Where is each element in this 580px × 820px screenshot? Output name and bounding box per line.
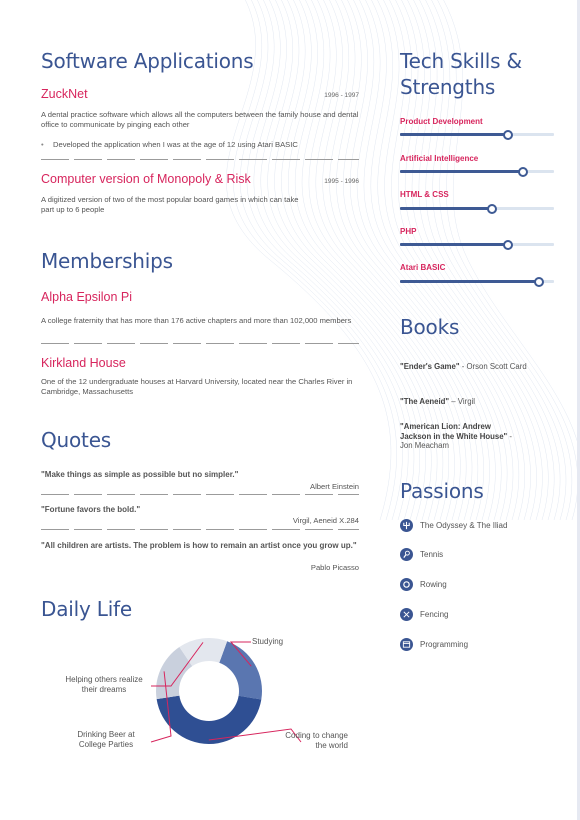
rowing-icon [400,578,413,591]
passion-label: Rowing [420,579,447,589]
skill-fill [400,133,508,136]
book-title: "Ender's Game" [400,362,460,371]
donut-slice-coding [157,696,262,744]
quotes-heading: Quotes [41,428,112,452]
label-drinking: Drinking Beer at College Parties [77,730,135,749]
quote-text: "Fortune favors the bold." [41,505,141,514]
quote-author: Albert Einstein [310,482,359,491]
skill-label: Product Development [400,117,483,126]
entry-bullet-zucknet: • Developed the application when I was at the age of 12 using Atari BASIC [41,140,298,149]
skill-knob[interactable] [503,240,513,250]
passion-item [400,577,447,591]
passion-item [400,547,443,561]
entry-title-aepi: Alpha Epsilon Pi [41,290,133,304]
entry-date-monopoly: 1995 - 1996 [324,178,359,185]
quote-author: Virgil, Aeneid X.284 [292,516,359,525]
book-title: "The Aeneid" [400,397,450,406]
label-studying: Studying [252,637,284,646]
skill-fill [400,280,539,283]
entry-title-kirkland: Kirkland House [41,356,126,370]
skill-knob[interactable] [518,167,528,177]
label-helping: Helping others realize their dreams [65,675,143,694]
passion-label: Programming [420,639,469,649]
software-heading: Software Applications [41,49,254,73]
skill-fill [400,170,523,173]
books-heading: Books [400,315,460,339]
skill-track [400,280,554,283]
skill-fill [400,207,492,210]
daily-life-heading: Daily Life [41,597,133,621]
quote-author: Pablo Picasso [310,563,359,572]
passion-item [400,518,507,532]
skill-track [400,133,554,136]
book-author: - Jon Meacham [400,431,513,451]
book-item [400,362,550,372]
skill-label: PHP [400,227,417,236]
trident-icon [400,519,413,532]
book-item [400,397,550,407]
skill-label: HTML & CSS [400,190,449,199]
divider [41,343,359,344]
book-item [400,422,520,451]
passion-label: Fencing [420,609,449,619]
donut-slice-studying [219,641,262,699]
entry-desc-kirkland: One of the 12 undergraduate houses at Harvard University, located near the Charles River in Cambridge, Massachusetts [41,377,353,397]
passion-item [400,637,468,651]
skill-fill [400,243,508,246]
skill-knob[interactable] [487,204,497,214]
skill-knob[interactable] [503,130,513,140]
tennis-icon [400,548,413,561]
entry-title-monopoly: Computer version of Monopoly & Risk [41,172,251,186]
book-author: – Virgil [449,397,475,406]
skill-track [400,207,554,210]
skills-heading: Tech Skills & Strengths [400,49,522,99]
divider [41,494,359,495]
skill-track [400,243,554,246]
programming-icon [400,638,413,651]
passions-heading: Passions [400,479,484,503]
skill-label: Artificial Intelligence [400,154,479,163]
quote-text: "All children are artists. The problem is how to remain an artist once you grow up." [41,541,357,550]
skill-knob[interactable] [534,277,544,287]
quote-text: "Make things as simple as possible but no simpler." [41,470,239,479]
divider [41,159,359,160]
book-author: - Orson Scott Card [459,362,527,371]
label-coding: Coding to change the world [285,731,348,750]
entry-date-zucknet: 1996 - 1997 [324,92,359,99]
entry-title-zucknet: ZuckNet [41,87,88,101]
passion-label: The Odyssey & The Iliad [420,520,508,530]
skill-track [400,170,554,173]
entry-desc-zucknet: A dental practice software which allows all the computers between the family house and dental office to communicate by pinging each other [41,110,359,130]
divider [41,529,359,530]
entry-desc-monopoly: A digitized version of two of the most popular board games in which can take part up to 6 people [41,195,299,215]
memberships-heading: Memberships [41,249,173,273]
passion-item [400,607,448,621]
passion-label: Tennis [420,549,444,559]
fencing-icon [400,608,413,621]
skill-label: Atari BASIC [400,263,446,272]
entry-desc-aepi: A college fraternity that has more than 176 active chapters and more than 102,000 members [41,316,352,325]
book-title: "American Lion: Andrew Jackson in the White House" [400,422,508,441]
